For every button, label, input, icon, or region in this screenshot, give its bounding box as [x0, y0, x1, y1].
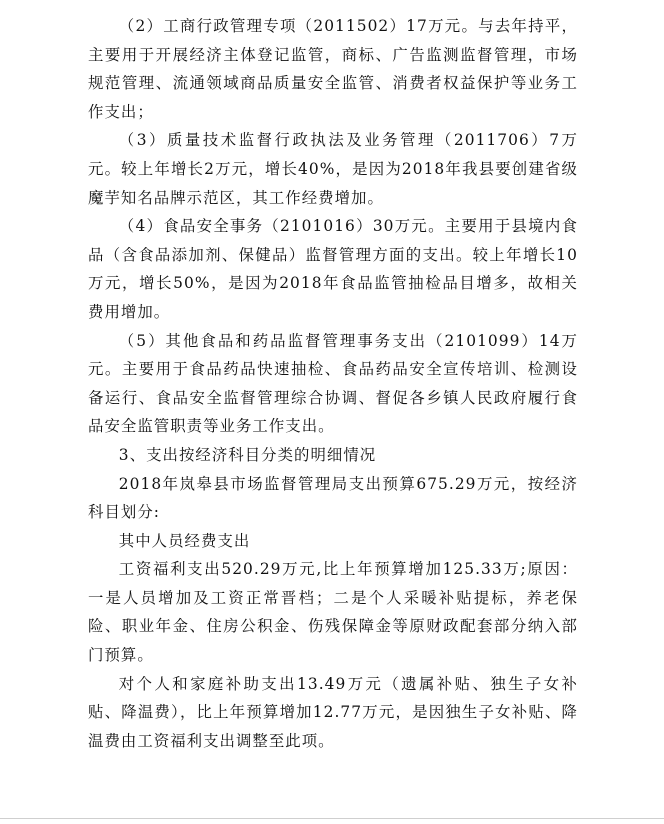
paragraph-individual-family-subsidies: 对个人和家庭补助支出13.49万元（遗属补贴、独生子女补贴、降温费），比上年预算增加12.77万元，是因独生子女补贴、降温费由工资福利支出调整至此项。 [88, 674, 578, 750]
paragraph-industry-commerce-admin: （2）工商行政管理专项（2011502）17万元。与去年持平，主要用于开展经济主体登记监管，商标、广告监测监督管理，市场规范管理、流通领域商品质量安全监管、消费者权益保护等业务工作支出； [88, 17, 578, 121]
paragraph-food-safety-affairs: （4）食品安全事务（2101016）30万元。主要用于县境内食品（含食品添加剂、保健品）监督管理方面的支出。较上年增长10万元，增长50%，是因为2018年食品监管抽检品目增多，故相关费用增加。 [88, 217, 578, 321]
paragraph-budget-total: 2018年岚皋县市场监督管理局支出预算675.29万元，按经济科目划分: [88, 474, 578, 522]
section-heading-economic-classification: 3、支出按经济科目分类的明细情况 [118, 445, 377, 464]
paragraph-other-food-drug-supervision: （5）其他食品和药品监督管理事务支出（2101099）14万元。主要用于食品药品快速抽检、食品药品安全宣传培训、检测设备运行、食品安全监督管理综合协调、督促各乡镇人民政府履行食品安全监管职责等业务工作支出。 [88, 331, 578, 436]
subheading-personnel-expenses: 其中人员经费支出 [118, 531, 251, 550]
document-body [88, 12, 578, 755]
paragraph-quality-supervision: （3）质量技术监督行政执法及业务管理（2011706）7万元。较上年增长2万元，增长40%，是因为2018年我县要创建省级魔芋知名品牌示范区，其工作经费增加。 [88, 131, 578, 207]
page-bottom-divider [0, 818, 664, 819]
paragraph-wages-welfare: 工资福利支出520.29万元,比上年预算增加125.33万;原因：一是人员增加及工资正常晋档；二是个人采暖补贴提标，养老保险、职业年金、住房公积金、伤残保障金等原财政配套部分纳入部门预算。 [88, 560, 578, 665]
